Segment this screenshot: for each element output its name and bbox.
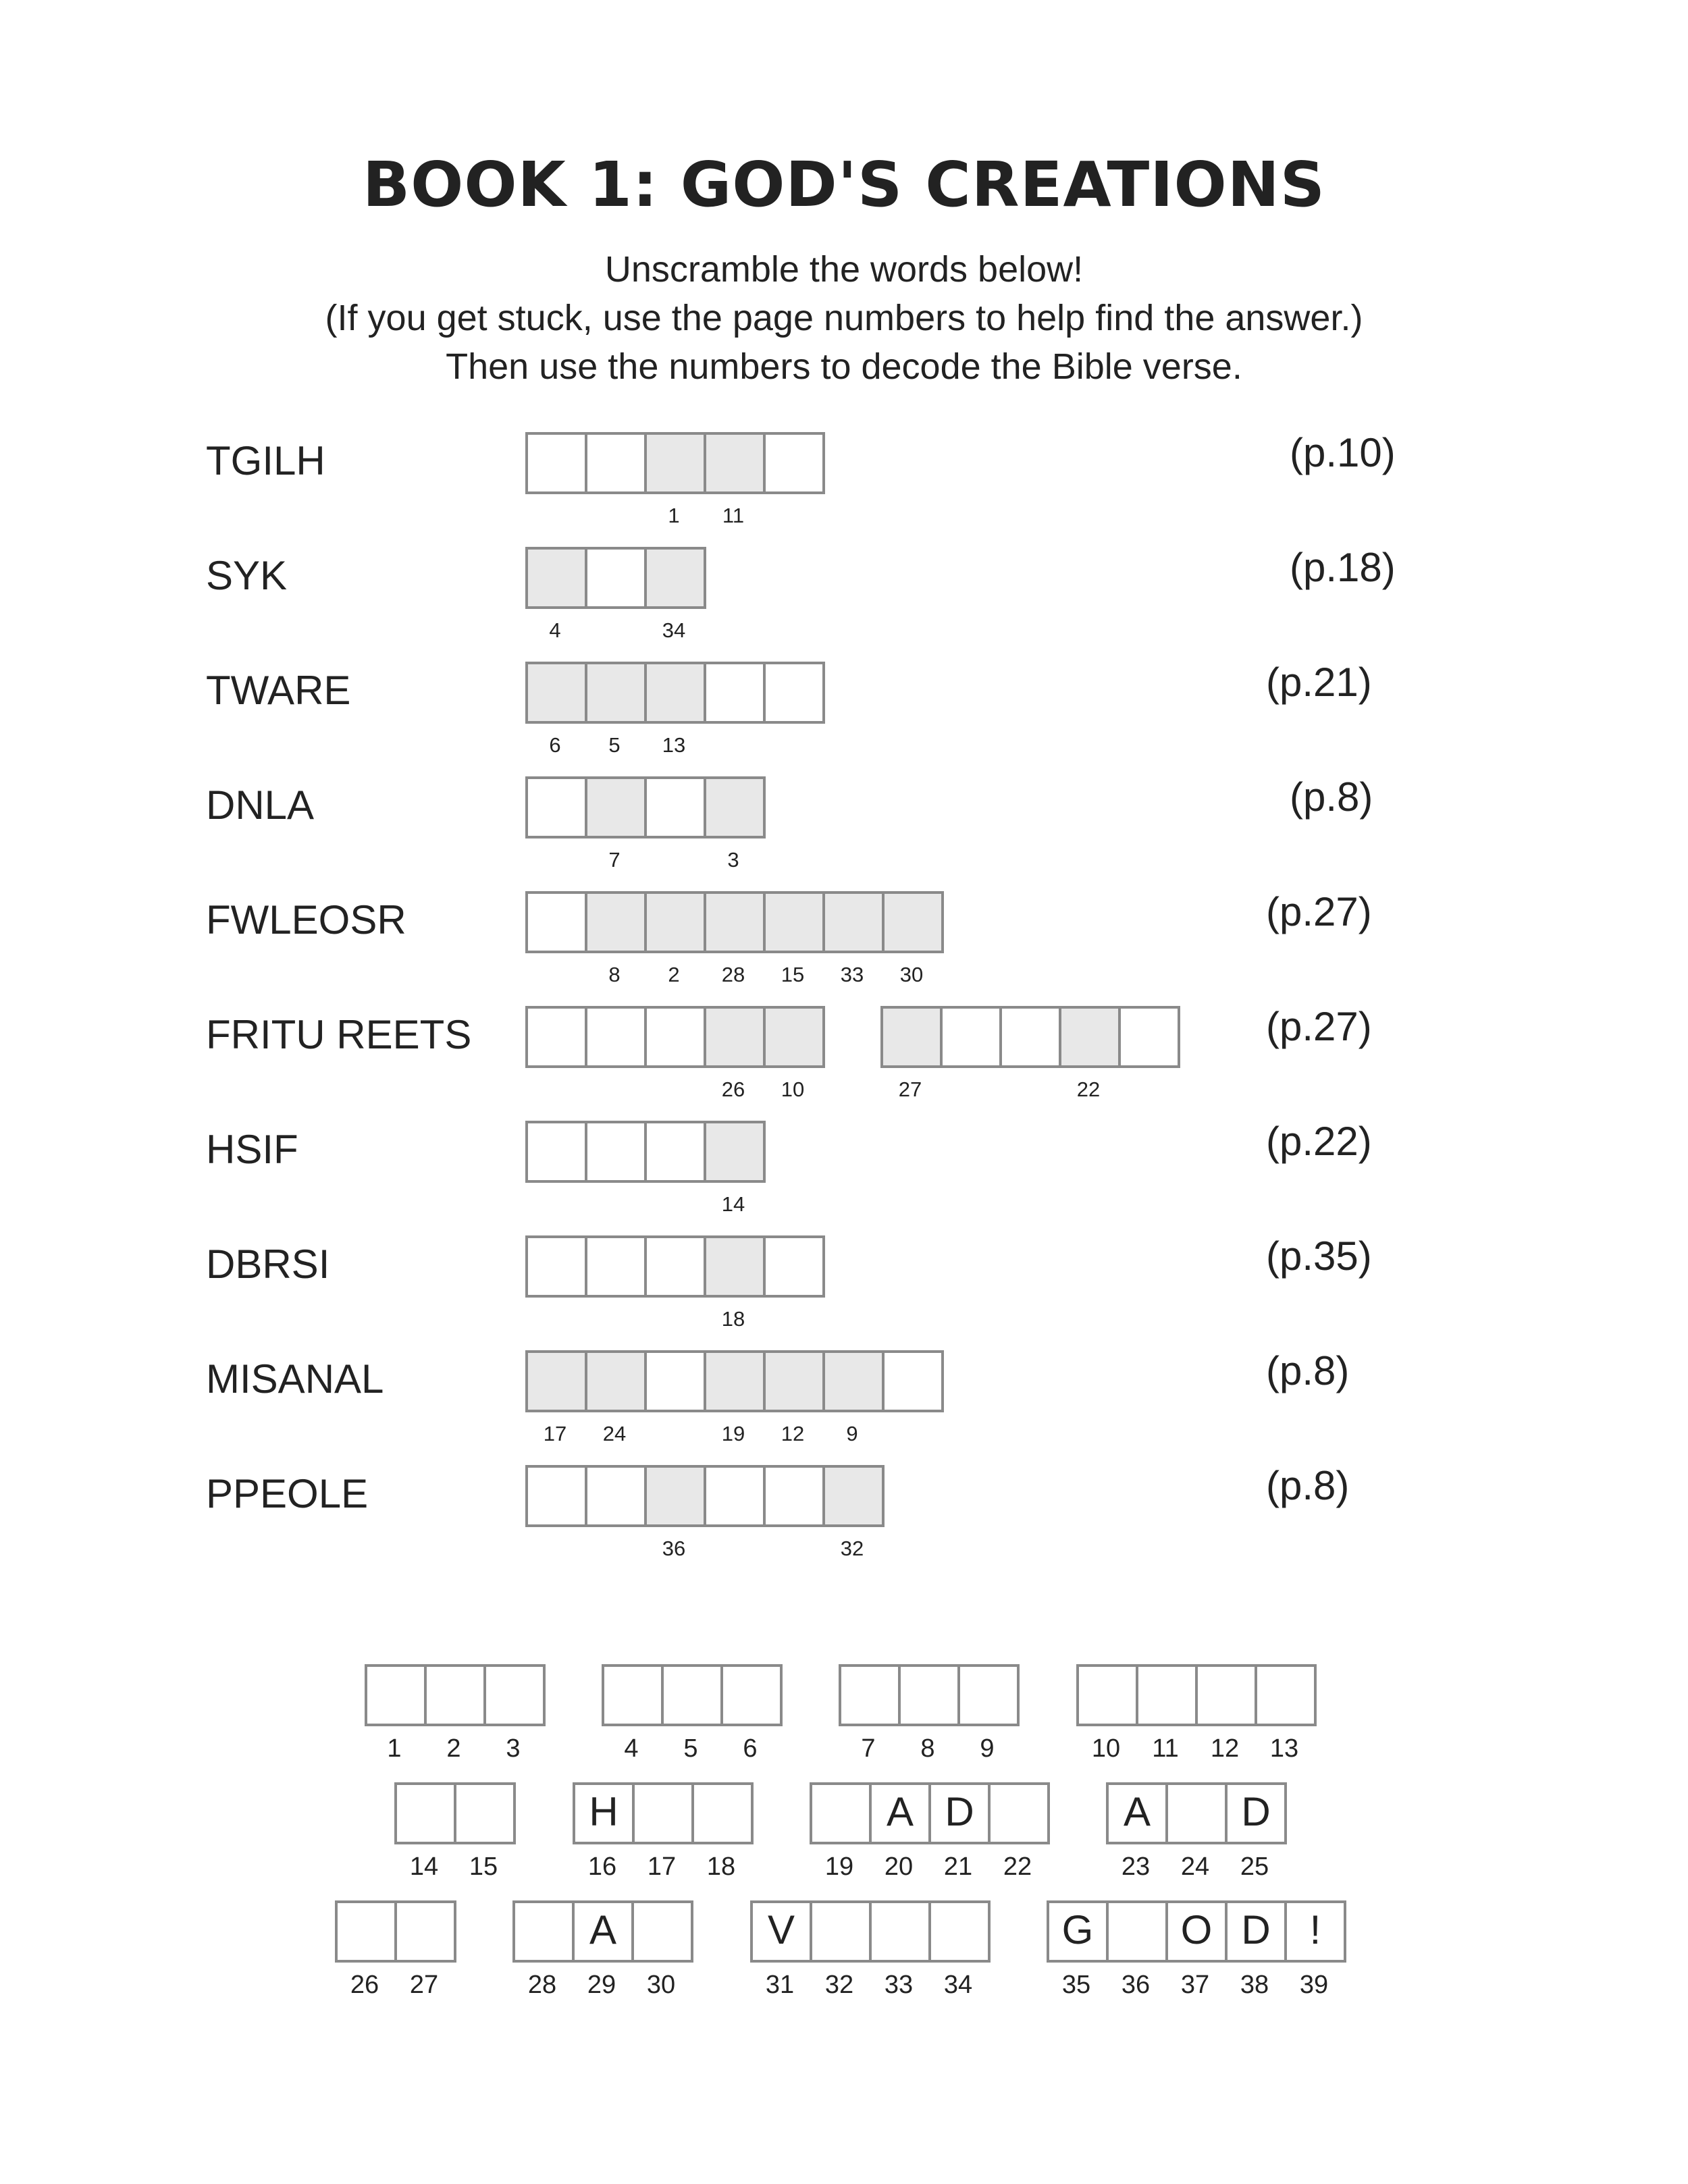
- letter-box-numbered[interactable]: [704, 776, 766, 838]
- letter-box-numbered[interactable]: [644, 891, 706, 953]
- box-number: 11: [722, 504, 745, 527]
- verse-box-number: 17: [647, 1853, 677, 1881]
- box-number: 34: [662, 618, 686, 642]
- verse-letter-box[interactable]: V: [750, 1900, 812, 1963]
- letter-box-numbered[interactable]: [525, 1350, 587, 1412]
- letter-box-numbered[interactable]: [763, 891, 825, 953]
- letter-box[interactable]: [704, 1465, 766, 1527]
- verse-box-number: 22: [1003, 1853, 1032, 1881]
- instruction-line-3: Then use the numbers to decode the Bible verse.: [446, 346, 1242, 387]
- verse-letter-box[interactable]: [1076, 1664, 1138, 1726]
- box-number: 1: [668, 504, 680, 527]
- verse-letter-box[interactable]: [335, 1900, 397, 1963]
- instruction-line-1: Unscramble the words below!: [604, 249, 1084, 290]
- letter-box[interactable]: [525, 1465, 587, 1527]
- verse-letter-box[interactable]: [957, 1664, 1020, 1726]
- letter-box[interactable]: [585, 1121, 647, 1183]
- verse-box-number: 1: [387, 1734, 402, 1763]
- verse-box-number: 38: [1240, 1971, 1269, 1999]
- verse-box-number: 5: [683, 1734, 698, 1763]
- box-number: 18: [721, 1307, 745, 1331]
- letter-box[interactable]: [585, 432, 647, 494]
- verse-letter-box[interactable]: [810, 1900, 872, 1963]
- verse-letter-box[interactable]: D: [1225, 1900, 1287, 1963]
- letter-box-numbered[interactable]: [822, 1465, 885, 1527]
- letter-box[interactable]: [525, 1121, 587, 1183]
- letter-box[interactable]: [940, 1006, 1002, 1068]
- verse-letter-box[interactable]: [424, 1664, 486, 1726]
- letter-box-numbered[interactable]: [525, 662, 587, 724]
- page-reference: (p.22): [1266, 1119, 1372, 1164]
- box-number: 22: [1076, 1077, 1101, 1101]
- letter-box-numbered[interactable]: [822, 1350, 885, 1412]
- box-number: 32: [840, 1537, 864, 1560]
- verse-box-number: 11: [1152, 1734, 1179, 1763]
- verse-letter-box[interactable]: [1195, 1664, 1257, 1726]
- page-reference: (p.35): [1266, 1233, 1372, 1279]
- instruction-line-2: (If you get stuck, use the page numbers to help find the answer.): [325, 298, 1363, 338]
- verse-box-number: 18: [706, 1853, 736, 1881]
- verse-box-number: 21: [943, 1853, 973, 1881]
- verse-box-number: 19: [824, 1853, 854, 1881]
- scrambled-word: PPEOLE: [206, 1471, 369, 1516]
- letter-box-numbered[interactable]: [585, 662, 647, 724]
- verse-letter-box[interactable]: [632, 1782, 694, 1844]
- verse-letter-box[interactable]: [1136, 1664, 1198, 1726]
- verse-letter-box[interactable]: [928, 1900, 991, 1963]
- letter-box-numbered[interactable]: [880, 1006, 943, 1068]
- verse-box-number: 39: [1299, 1971, 1329, 1999]
- box-number: 8: [608, 963, 621, 986]
- letter-box-numbered[interactable]: [763, 1006, 825, 1068]
- letter-box-numbered[interactable]: [644, 662, 706, 724]
- scrambled-word: TWARE: [206, 668, 351, 713]
- verse-box-number: 30: [646, 1971, 676, 1999]
- page-reference: (p.8): [1290, 774, 1373, 820]
- scrambled-word: MISANAL: [206, 1356, 384, 1402]
- letter-box-numbered[interactable]: [704, 1235, 766, 1298]
- letter-box-numbered[interactable]: [704, 432, 766, 494]
- box-number: 6: [549, 733, 561, 757]
- scrambled-word: DBRSI: [206, 1242, 330, 1287]
- verse-letter-box[interactable]: A: [869, 1782, 931, 1844]
- letter-box[interactable]: [763, 432, 825, 494]
- box-number: 4: [549, 618, 561, 642]
- verse-box-number: 34: [943, 1971, 973, 1999]
- box-number: 27: [898, 1077, 922, 1101]
- letter-box[interactable]: [644, 1235, 706, 1298]
- letter-box[interactable]: [999, 1006, 1061, 1068]
- verse-box-number: 33: [884, 1971, 914, 1999]
- verse-box-number: 14: [409, 1853, 439, 1881]
- verse-letter-box[interactable]: [1106, 1900, 1168, 1963]
- box-number: 5: [608, 733, 621, 757]
- verse-letter-box[interactable]: [512, 1900, 575, 1963]
- verse-letter-box[interactable]: [631, 1900, 693, 1963]
- box-number: 9: [846, 1422, 858, 1445]
- box-number: 14: [721, 1192, 745, 1216]
- box-number: 2: [668, 963, 680, 986]
- letter-box[interactable]: [585, 1465, 647, 1527]
- page-reference: (p.18): [1290, 545, 1396, 590]
- page-reference: (p.8): [1266, 1348, 1350, 1393]
- letter-box-numbered[interactable]: [585, 1350, 647, 1412]
- verse-letter-box[interactable]: D: [928, 1782, 991, 1844]
- box-number: 19: [721, 1422, 745, 1445]
- verse-box-number: 8: [920, 1734, 935, 1763]
- verse-letter-box[interactable]: A: [1106, 1782, 1168, 1844]
- letter-box-numbered[interactable]: [644, 432, 706, 494]
- scrambled-word: FWLEOSR: [206, 897, 406, 942]
- verse-letter-box[interactable]: !: [1284, 1900, 1346, 1963]
- verse-box-number: 20: [884, 1853, 914, 1881]
- verse-letter-box[interactable]: [454, 1782, 516, 1844]
- scrambled-word: SYK: [206, 553, 288, 598]
- verse-letter-box[interactable]: [483, 1664, 546, 1726]
- verse-letter-box[interactable]: [394, 1782, 456, 1844]
- letter-box[interactable]: [525, 776, 587, 838]
- verse-box-number: 35: [1061, 1971, 1091, 1999]
- verse-letter-box[interactable]: [394, 1900, 456, 1963]
- verse-letter-box[interactable]: G: [1047, 1900, 1109, 1963]
- verse-letter-box[interactable]: [365, 1664, 427, 1726]
- verse-box-number: 31: [765, 1971, 795, 1999]
- letter-box-numbered[interactable]: [585, 776, 647, 838]
- letter-box[interactable]: [763, 1465, 825, 1527]
- letter-box[interactable]: [525, 1006, 587, 1068]
- letter-box[interactable]: [585, 1006, 647, 1068]
- verse-letter-box[interactable]: D: [1225, 1782, 1287, 1844]
- verse-box-number: 32: [824, 1971, 854, 1999]
- verse-box-number: 9: [980, 1734, 995, 1763]
- box-number: 36: [662, 1537, 686, 1560]
- box-number: 17: [543, 1422, 567, 1445]
- scrambled-word: TGILH: [206, 438, 325, 483]
- letter-box[interactable]: [644, 1350, 706, 1412]
- verse-box-number: 24: [1180, 1853, 1210, 1881]
- box-number: 15: [781, 963, 805, 986]
- verse-box-number: 23: [1121, 1853, 1151, 1881]
- letter-box-numbered[interactable]: [882, 891, 944, 953]
- letter-box[interactable]: [763, 1235, 825, 1298]
- box-number: 7: [608, 848, 621, 872]
- verse-letter-box[interactable]: [988, 1782, 1050, 1844]
- verse-letter-box[interactable]: [691, 1782, 754, 1844]
- letter-box[interactable]: [644, 1006, 706, 1068]
- box-number: 3: [727, 848, 739, 872]
- verse-letter-box[interactable]: H: [573, 1782, 635, 1844]
- verse-letter-box[interactable]: O: [1165, 1900, 1228, 1963]
- verse-box-number: 15: [469, 1853, 498, 1881]
- verse-box-number: 13: [1269, 1734, 1299, 1763]
- box-number: 28: [721, 963, 745, 986]
- letter-box[interactable]: [525, 891, 587, 953]
- verse-letter-box[interactable]: A: [572, 1900, 634, 1963]
- verse-box-number: 4: [624, 1734, 639, 1763]
- letter-box-numbered[interactable]: [525, 547, 587, 609]
- letter-box-numbered[interactable]: [585, 891, 647, 953]
- letter-box[interactable]: [763, 662, 825, 724]
- verse-letter-box[interactable]: [602, 1664, 664, 1726]
- verse-box-number: 3: [506, 1734, 521, 1763]
- verse-box-number: 12: [1210, 1734, 1240, 1763]
- letter-box[interactable]: [704, 662, 766, 724]
- verse-box-number: 2: [446, 1734, 461, 1763]
- scrambled-word: FRITU REETS: [206, 1012, 472, 1057]
- verse-letter-box[interactable]: [839, 1664, 901, 1726]
- box-number: 13: [662, 733, 686, 757]
- letter-box-numbered[interactable]: [763, 1350, 825, 1412]
- page-reference: (p.27): [1266, 1004, 1372, 1049]
- verse-box-number: 37: [1180, 1971, 1210, 1999]
- verse-box-number: 29: [587, 1971, 616, 1999]
- letter-box-numbered[interactable]: [1059, 1006, 1121, 1068]
- verse-letter-box[interactable]: [661, 1664, 723, 1726]
- verse-box-number: 36: [1121, 1971, 1151, 1999]
- scrambled-word: HSIF: [206, 1127, 298, 1172]
- box-number: 26: [721, 1077, 745, 1101]
- page-reference: (p.10): [1290, 430, 1396, 475]
- letter-box[interactable]: [525, 1235, 587, 1298]
- verse-box-number: 10: [1091, 1734, 1121, 1763]
- letter-box[interactable]: [525, 432, 587, 494]
- letter-box-numbered[interactable]: [644, 547, 706, 609]
- verse-box-number: 28: [527, 1971, 557, 1999]
- verse-box-number: 16: [587, 1853, 617, 1881]
- verse-box-number: 25: [1240, 1853, 1269, 1881]
- box-number: 10: [781, 1077, 805, 1101]
- verse-letter-box[interactable]: [810, 1782, 872, 1844]
- box-number: 24: [602, 1422, 627, 1445]
- verse-box-number: 7: [861, 1734, 876, 1763]
- letter-box-numbered[interactable]: [704, 1006, 766, 1068]
- box-number: 33: [840, 963, 864, 986]
- letter-box[interactable]: [644, 776, 706, 838]
- letter-box[interactable]: [1118, 1006, 1180, 1068]
- verse-box-number: 26: [350, 1971, 379, 1999]
- scrambled-word: DNLA: [206, 782, 315, 828]
- letter-box-numbered[interactable]: [704, 891, 766, 953]
- verse-letter-box[interactable]: [720, 1664, 783, 1726]
- page-reference: (p.21): [1266, 660, 1372, 705]
- letter-box[interactable]: [585, 547, 647, 609]
- letter-box-numbered[interactable]: [644, 1465, 706, 1527]
- letter-box[interactable]: [585, 1235, 647, 1298]
- verse-box-number: 6: [743, 1734, 758, 1763]
- verse-letter-box[interactable]: [869, 1900, 931, 1963]
- verse-letter-box[interactable]: [898, 1664, 960, 1726]
- verse-letter-box[interactable]: [1165, 1782, 1228, 1844]
- page-reference: (p.27): [1266, 889, 1372, 934]
- verse-box-number: 27: [409, 1971, 439, 1999]
- letter-box[interactable]: [644, 1121, 706, 1183]
- verse-letter-box[interactable]: [1255, 1664, 1317, 1726]
- box-number: 12: [781, 1422, 805, 1445]
- box-number: 30: [899, 963, 924, 986]
- page-reference: (p.8): [1266, 1463, 1350, 1508]
- letter-box-numbered[interactable]: [704, 1121, 766, 1183]
- page-title: BOOK 1: GOD'S CREATIONS: [363, 149, 1325, 221]
- letter-box-numbered[interactable]: [704, 1350, 766, 1412]
- letter-box[interactable]: [882, 1350, 944, 1412]
- letter-box-numbered[interactable]: [822, 891, 885, 953]
